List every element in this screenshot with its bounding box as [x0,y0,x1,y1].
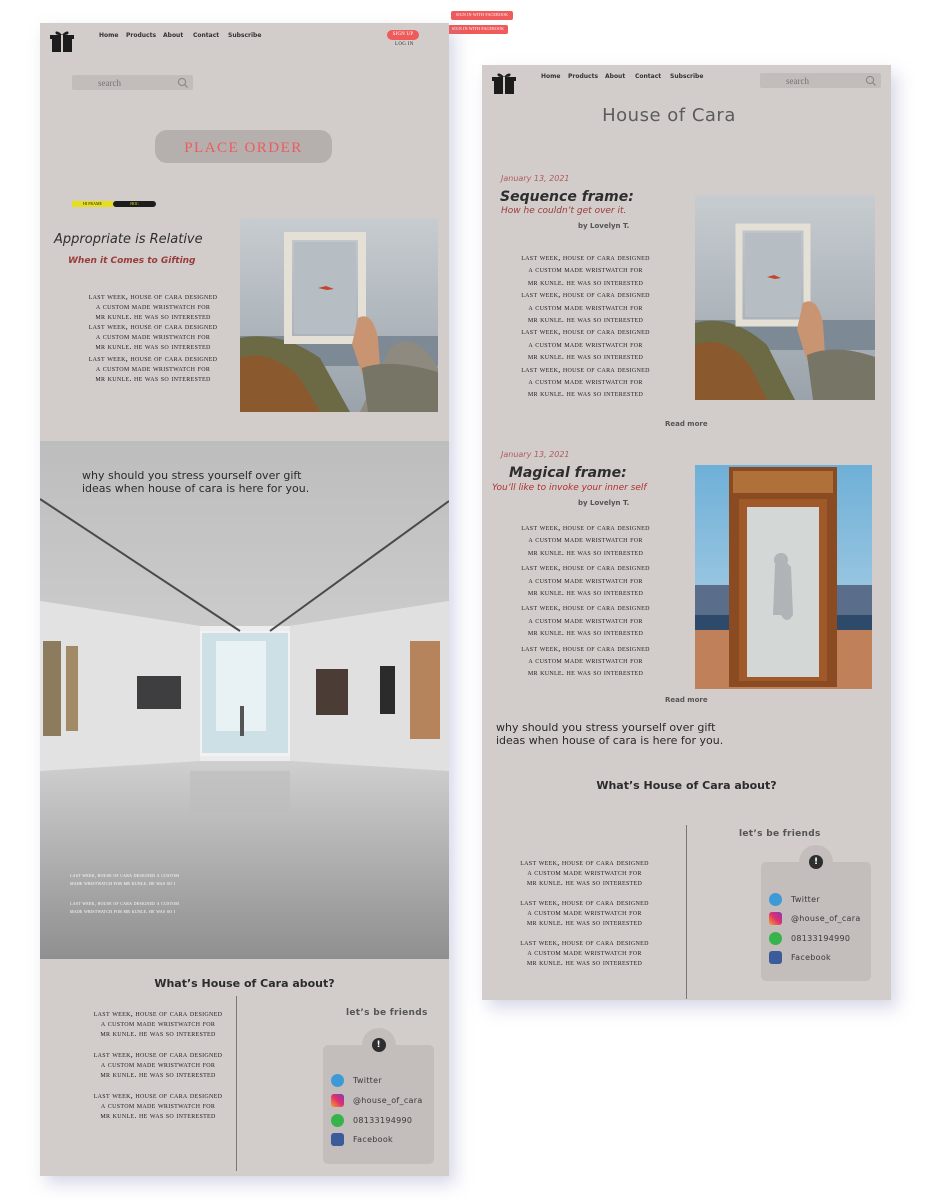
blog-page-artboard [482,65,891,1000]
paragraph-line: last week, house of cara designed [520,898,649,907]
social-facebook-label: Facebook [353,1134,393,1144]
paragraph-line: last week, house of cara designed [521,603,650,613]
feature-paragraph [73,292,233,384]
tagline [496,721,723,747]
feature-title: Appropriate is Relative [54,232,203,247]
vertical-divider [686,825,687,999]
gift-logo-icon[interactable] [49,30,75,52]
frame-photo [240,218,438,412]
whatsapp-icon [769,932,782,945]
facebook-signin-button-alt[interactable]: SIGN IN WITH FACEBOOK [448,25,508,34]
paragraph-line: a custom made wristwatch for [528,339,643,349]
post-date: January 13, 2021 [501,174,570,183]
social-facebook-label: Facebook [791,952,831,962]
post-paragraph [498,252,673,401]
search-input[interactable] [72,75,193,90]
hero-small-text [70,873,179,917]
nav-about[interactable]: About [605,73,626,80]
paragraph-line: mr kunle. he was so interested [100,1029,216,1038]
paragraph-line: last week, house of cara designed [88,322,218,331]
gift-logo-icon[interactable] [491,72,517,94]
alert-icon: ! [372,1038,386,1052]
paragraph-line: mr kunle. he was so interested [95,312,211,321]
paragraph-line: last week, house of cara designed [93,1009,223,1018]
post-subtitle: You’ll like to invoke your inner self [492,483,647,493]
paragraph-line: last week, house of cara designed [521,290,650,300]
paragraph-line: a custom made wristwatch for [100,1060,216,1069]
paragraph-line: a custom made wristwatch for [95,302,211,311]
nav-subscribe[interactable]: Subscribe [228,32,262,39]
nav-subscribe[interactable]: Subscribe [670,73,704,80]
instagram-icon [769,912,782,925]
paragraph-line: mr kunle. he was so interested [527,315,644,325]
paragraph-line: mr kunle. he was so interested [527,628,644,638]
paragraph-line: last week, house of cara designed [521,523,650,532]
feature-subtitle: When it Comes to Gifting [68,256,196,266]
social-whatsapp-label: 08133194990 [791,933,851,943]
paragraph-line: last week, house of cara designed [521,364,650,374]
tab-hoc-label: HOC [130,201,139,206]
paragraph-line: last week, house of cara designed [88,354,218,363]
social-instagram-label: @house_of_cara [791,913,861,923]
paragraph-line: a custom made wristwatch for [528,302,643,312]
post-date: January 13, 2021 [501,450,570,459]
paragraph-line: a custom made wristwatch for [95,364,211,373]
place-order-label: PLACE ORDER [184,140,303,156]
read-more-link[interactable]: Read more [665,420,708,428]
paragraph-line: last week, house of cara designed [520,858,649,867]
nav-products[interactable]: Products [126,32,157,39]
post-photo-illustration [695,465,872,689]
post-paragraph [498,522,673,680]
facebook-icon [769,951,782,964]
search-input[interactable] [760,73,881,88]
social-twitter[interactable] [331,1073,382,1087]
hero-tagline-line: ideas when house of cara is here for you. [82,482,310,495]
paragraph-line: mr kunle. he was so interested [95,342,211,351]
post-title: Magical frame: [509,465,627,481]
gallery-hero [40,441,449,959]
paragraph-line: a custom made wristwatch for [100,1101,216,1110]
paragraph-line: mr kunle. he was so interested [527,547,644,557]
paragraph-line: mr kunle. he was so interested [95,374,211,383]
tab-hi-frame-label: HI FRAME [82,201,102,206]
paragraph-line: mr kunle. he was so interested [527,668,644,678]
paragraph-line: mr kunle. he was so interested [100,1070,216,1079]
paragraph-line: a custom made wristwatch for [527,948,642,957]
social-card [323,1040,434,1164]
search-bar[interactable] [72,75,193,90]
paragraph-line: a custom made wristwatch for [527,908,642,917]
search-icon[interactable] [865,75,877,87]
search-icon[interactable] [177,77,189,89]
paragraph-line: a custom made wristwatch for [528,377,643,387]
twitter-icon [331,1074,344,1087]
facebook-signin-button[interactable]: SIGN IN WITH FACEBOOK [451,11,513,20]
nav-home[interactable]: Home [541,73,561,80]
paragraph-line: last week, house of cara designed [93,1091,223,1100]
paragraph-line: mr kunle. he was so interested [527,588,644,598]
paragraph-line: a custom made wristwatch for [528,575,643,585]
paragraph-line: last week, house of cara designed [520,938,649,947]
paragraph-line: mr kunle. he was so interested [527,352,644,362]
tab-hi-frame[interactable] [72,201,113,207]
post-subtitle: How he couldn’t get over it. [501,206,627,216]
login-link[interactable]: LOG IN [395,42,414,47]
paragraph-line: a custom made wristwatch for [100,1019,216,1028]
paragraph-line: last week, house of cara designed [88,292,218,301]
post-author: by Lovelyn T. [578,499,630,507]
nav-contact[interactable]: Contact [193,32,220,39]
paragraph-line: mr kunle. he was so interested [527,389,644,399]
hero-small-line: last week, house of cara designed a custom [70,874,179,879]
social-facebook[interactable] [331,1132,393,1146]
post-title: Sequence frame: [500,189,634,205]
paragraph-line: a custom made wristwatch for [527,868,642,877]
frame-photo-illustration [240,218,438,412]
post-photo-illustration [695,195,875,400]
whatsapp-icon [331,1114,344,1127]
about-title: What’s House of Cara about? [154,977,335,990]
post-photo [695,195,875,400]
social-facebook[interactable] [769,950,831,964]
home-page-artboard [40,23,449,1176]
social-twitter-label: Twitter [353,1075,382,1085]
social-whatsapp[interactable] [769,931,850,945]
page-title: House of Cara [602,105,736,126]
social-twitter[interactable] [769,892,820,906]
read-more-link[interactable]: Read more [665,696,708,704]
signup-button[interactable]: SIGN UP [387,30,419,40]
paragraph-line: mr kunle. he was so interested [526,918,643,927]
instagram-icon [331,1094,344,1107]
friends-heading: let’s be friends [739,829,821,839]
paragraph-line: a custom made wristwatch for [528,535,643,545]
paragraph-line: a custom made wristwatch for [95,332,211,341]
social-twitter-label: Twitter [791,894,820,904]
paragraph-line: a custom made wristwatch for [528,615,643,625]
tab-hoc[interactable] [113,201,156,207]
nav-home[interactable]: Home [99,32,119,39]
hero-tagline-line: why should you stress yourself over gift [82,469,302,482]
tagline-line: why should you stress yourself over gift [496,721,716,734]
paragraph-line: last week, house of cara designed [521,327,650,337]
alert-icon: ! [809,855,823,869]
twitter-icon [769,893,782,906]
paragraph-line: a custom made wristwatch for [528,656,643,666]
place-order-button[interactable] [155,130,332,163]
nav-products[interactable]: Products [568,73,599,80]
paragraph-line: mr kunle. he was so interested [527,277,644,287]
about-title: What’s House of Cara about? [596,779,777,792]
hero-small-line: made wristwatch for mr kunle. he was so i [70,910,176,915]
paragraph-line: last week, house of cara designed [521,563,650,573]
paragraph-line: mr kunle. he was so interested [526,958,643,967]
nav-about[interactable]: About [163,32,184,39]
paragraph-line: mr kunle. he was so interested [100,1111,216,1120]
paragraph-line: last week, house of cara designed [521,253,650,262]
social-instagram[interactable] [769,911,861,925]
hero-small-line: made wristwatch for mr kunle. he was so i [70,882,176,887]
friends-heading: let’s be friends [346,1008,428,1018]
social-instagram-label: @house_of_cara [353,1095,423,1105]
paragraph-line: last week, house of cara designed [93,1050,223,1059]
social-whatsapp-label: 08133194990 [353,1115,413,1125]
about-paragraph [503,858,666,968]
about-paragraph [77,1009,239,1121]
post-author: by Lovelyn T. [578,222,630,230]
hero-tagline [82,469,309,495]
tagline-line: ideas when house of cara is here for you. [496,734,724,747]
search-bar[interactable] [760,73,881,88]
social-instagram[interactable] [331,1093,423,1107]
hero-small-line: last week, house of cara designed a custom [70,902,179,907]
paragraph-line: a custom made wristwatch for [528,265,643,275]
facebook-icon [331,1133,344,1146]
social-card [761,857,871,981]
post-photo [695,465,872,689]
social-whatsapp[interactable] [331,1113,412,1127]
paragraph-line: mr kunle. he was so interested [526,878,643,887]
nav-contact[interactable]: Contact [635,73,662,80]
paragraph-line: last week, house of cara designed [521,643,650,653]
